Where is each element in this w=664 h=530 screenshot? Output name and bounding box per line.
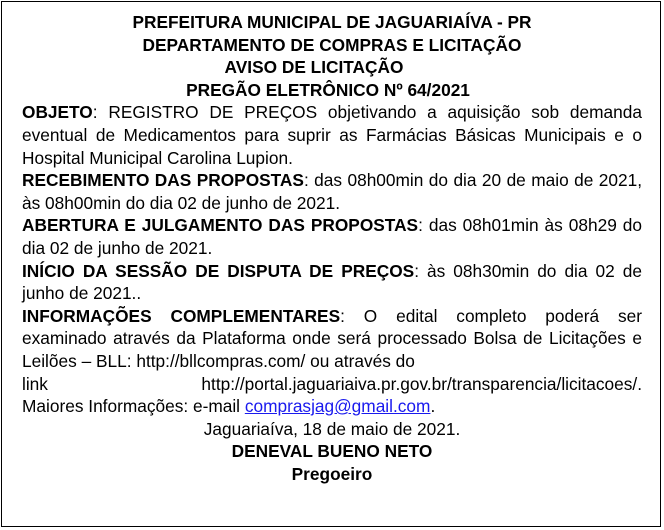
inicio-text: : às 08h30min do dia 02 de junho de 2021.. [22,260,642,304]
inicio-label: INÍCIO DA SESSÃO DE DISPUTA DE PREÇOS [22,260,415,281]
header-municipality: PREFEITURA MUNICIPAL DE JAGUARIAÍVA - PR [132,12,532,32]
objeto-text: : REGISTRO DE PREÇOS objetivando a aquisição sob demanda eventual de Medicamentos para suprir as Farmácias Básicas Municipais e o Hospital Municipal Carolina Lupion. [22,102,642,168]
header-pregao-number: PREGÃO ELETRÔNICO Nº 64/2021 [186,79,470,100]
portal-url[interactable]: http://portal.jaguariaiva.pr.gov.br/transparencia/licitacoes/. [201,373,642,394]
informacoes-label: INFORMAÇÕES COMPLEMENTARES [22,305,341,326]
recebimento-paragraph [22,169,642,214]
place-date: Jaguariaíva, 18 de maio de 2021. [203,418,461,439]
objeto-label: OBJETO [22,102,93,123]
informacoes-paragraph [22,305,642,373]
abertura-paragraph [22,214,642,259]
portal-link-line [22,373,642,396]
signer-role: Pregoeiro [291,463,373,484]
abertura-text: : das 08h01min às 08h29 do dia 02 de junho de 2021. [22,215,642,258]
more-info-suffix: . [430,396,436,417]
inicio-paragraph [22,260,642,305]
signer-name: DENEVAL BUENO NETO [231,441,433,462]
header-notice-type: AVISO DE LICITAÇÃO [224,57,404,78]
more-info-prefix: Maiores Informações: e-mail [22,396,245,417]
header-department: DEPARTAMENTO DE COMPRAS E LICITAÇÃO [142,34,522,55]
objeto-paragraph [22,101,642,169]
more-info-line [22,395,642,418]
link-word: link [22,373,48,394]
recebimento-label: RECEBIMENTO DAS PROPOSTAS [22,170,304,191]
licitacao-notice [22,11,642,485]
abertura-label: ABERTURA E JULGAMENTO DAS PROPOSTAS [22,215,419,236]
recebimento-text: : das 08h00min do dia 20 de maio de 2021, às 08h00min do dia 02 de junho de 2021. [22,170,642,213]
informacoes-text: : O edital completo poderá ser examinado através da Plataforma onde será processado Bolsa de Licitações e Leilões – BLL: http://bllcompras.com/ ou através do [22,305,642,371]
email-link[interactable]: comprasjag@gmail.com [244,396,431,417]
